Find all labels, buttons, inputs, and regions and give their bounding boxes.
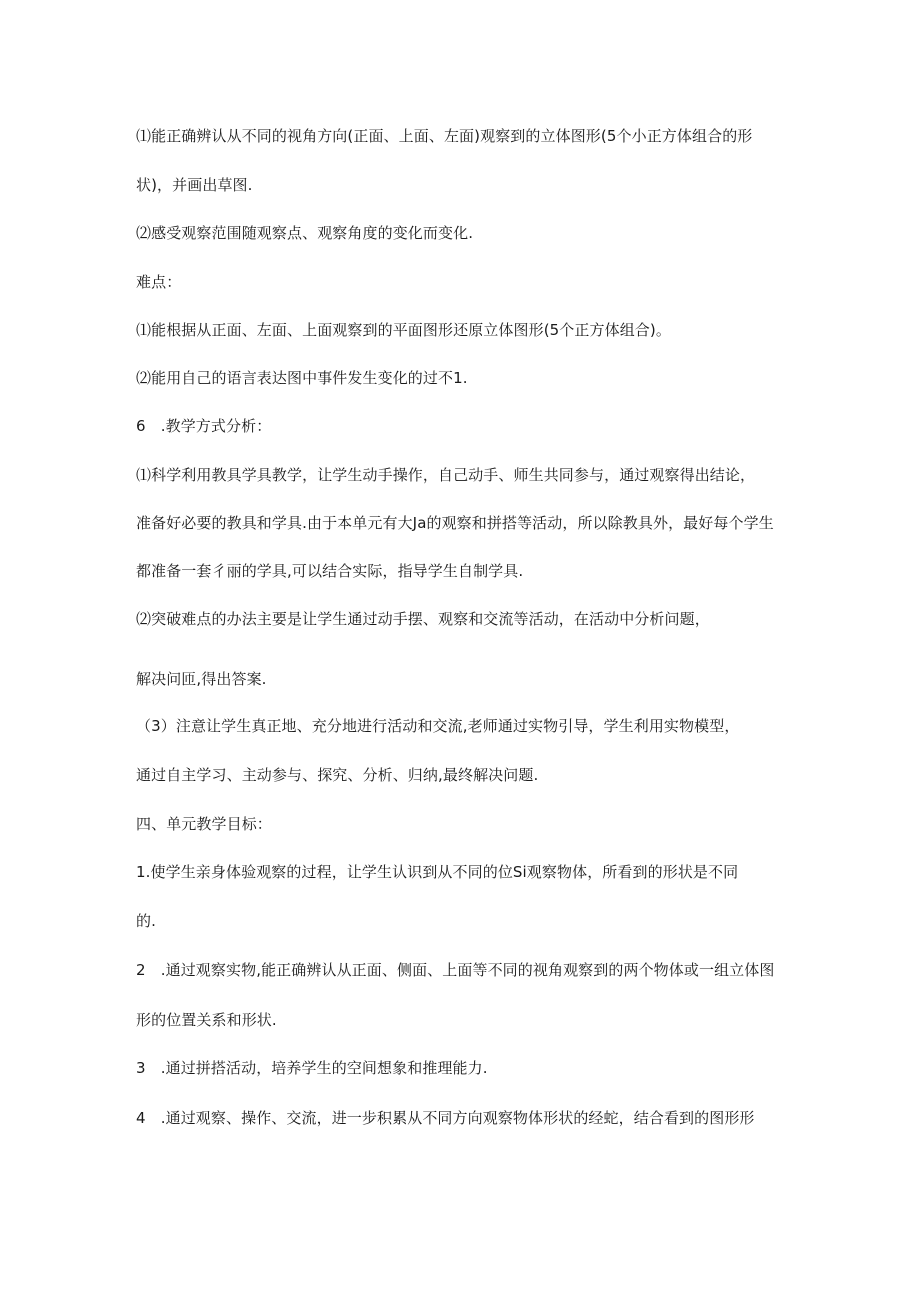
- text-line-difficulty-objective-1-cont: 状)，并画出草图.: [136, 176, 253, 194]
- text-line-section-6-heading: 6 .教学方式分析：: [136, 417, 272, 435]
- text-line-difficulty-objective-2: ⑵感受观察范围随观察点、观察角度的变化而变化.: [136, 224, 474, 242]
- text-line-method-3: （3）注意让学生真正地、充分地进行活动和交流,老师通过实物引导，学生利用实物模型，: [136, 717, 740, 735]
- text-line-goal-1-cont: 的.: [136, 912, 156, 930]
- text-line-difficulty-1: ⑴能根据从正面、左面、上面观察到的平面图形还原立体图形(5个正方体组合)。: [136, 321, 671, 339]
- text-line-difficulty-objective-1: ⑴能正确辨认从不同的视角方向(正面、上面、左面)观察到的立体图形(5个小正方体组合的形: [136, 127, 753, 145]
- text-line-difficulty-heading: 难点：: [136, 273, 182, 291]
- text-line-difficulty-2: ⑵能用自己的语言表达图中事件发生变化的过不1.: [136, 369, 468, 387]
- text-line-method-2-cont: 解决问匝,得出答案.: [136, 670, 267, 688]
- text-line-section-4-heading: 四、单元教学目标：: [136, 815, 272, 833]
- text-line-goal-4: 4 .通过观察、操作、交流，进一步积累从不同方向观察物体形状的经蛇，结合看到的图形形: [136, 1109, 755, 1127]
- text-line-goal-2: 2 .通过观察实物,能正确辨认从正面、侧面、上面等不同的视角观察到的两个物体或一组立体图: [136, 961, 775, 979]
- text-line-method-1: ⑴科学利用教具学具教学，让学生动手操作，自己动手、师生共同参与，通过观察得出结论，: [136, 466, 756, 484]
- text-line-goal-2-cont: 形的位置关系和形状.: [136, 1011, 277, 1029]
- text-line-method-1-cont-b: 都准备一套彳丽的学具,可以结合实际，指导学生自制学具.: [136, 562, 524, 580]
- text-line-method-1-cont-a: 准备好必要的教具和学具.由于本单元有大Ja的观察和拼搭等活动，所以除教具外，最好每个学生: [136, 514, 774, 532]
- text-line-goal-3: 3 .通过拼搭活动，培养学生的空间想象和推理能力.: [136, 1059, 488, 1077]
- text-line-method-2: ⑵突破难点的办法主要是让学生通过动手摆、观察和交流等活动，在活动中分析问题，: [136, 610, 710, 628]
- text-line-goal-1: 1.使学生亲身体验观察的过程，让学生认识到从不同的位Si观察物体，所看到的形状是不同: [136, 863, 739, 881]
- text-line-method-3-cont: 通过自主学习、主动参与、探究、分析、归纳,最终解决问题.: [136, 766, 539, 784]
